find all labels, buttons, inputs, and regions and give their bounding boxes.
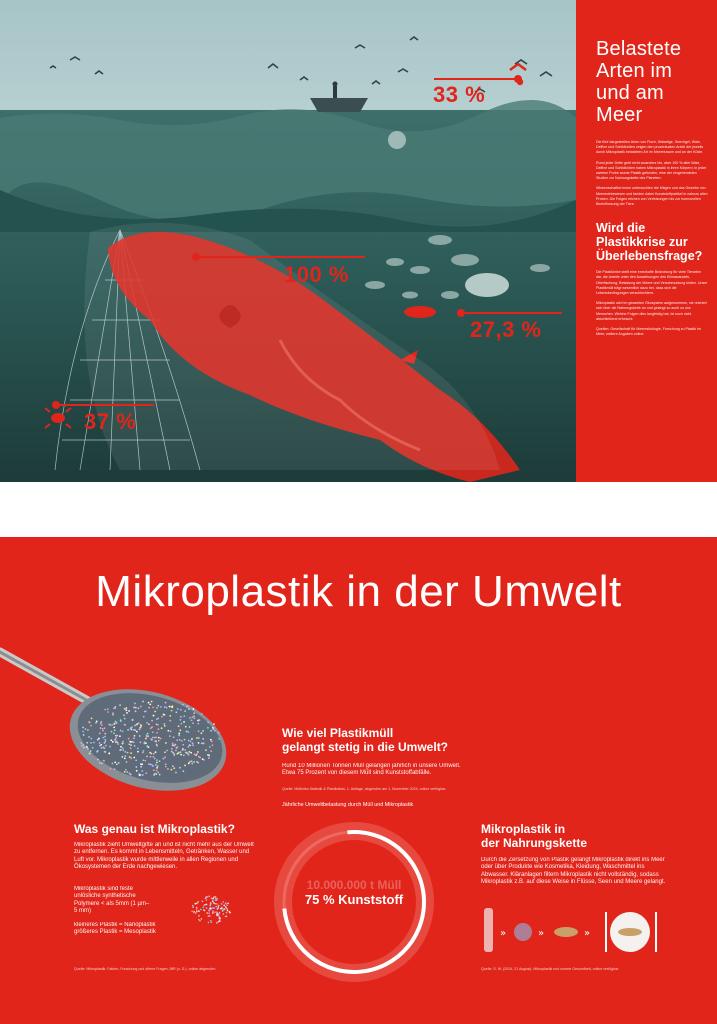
donut-chart	[268, 817, 440, 987]
red-fish-icon	[404, 306, 436, 318]
stat-wale: 100 %	[284, 262, 349, 287]
intro-paragraph: Rund jeder Dritte geht nicht woanders hin, aber 100 % aller Wale, Delfine und Schildkröten haben Mikroplastik in ihren Körpern; in jeder zweiten Probe wurde Plastik gefunden, eine der eingehendsten Studien zur Nahrungskette des Planeten.	[596, 160, 707, 181]
donut-total-label: 10.000.000 t Müll	[306, 878, 402, 892]
classes-note: kleineres Plastik = Nanoplastik größeres Plastik = Mesoplastik	[74, 922, 156, 936]
sidebar-title: Belastete Arten im und am Meer	[596, 38, 682, 126]
info-sidebar	[576, 0, 717, 482]
donut-highlight-label: 75 % Kunststoff	[304, 892, 404, 907]
poster-title: Mikroplastik in der Umwelt	[95, 567, 622, 616]
stat-seevoegel: 33 %	[433, 82, 486, 107]
body-paragraph: Die Plastikkrise stellt eine ernsthafte Bedrohung für viele Tierarten dar, die Anteile unter den Auswirkungen des Klimawandels, Überfischung, Belastung der Meere und Verschmutzung leiden. Unser Plastikmüll trägt wesentlich dazu bei, dass sich die Lebensbedingungen verschlechtern.	[596, 270, 708, 296]
fish-icon	[554, 927, 578, 937]
source-note: Quellen: Gesellschaft für Meeresbiologie, Forschung zu Plastik im Meer, weitere Angaben online.	[596, 327, 701, 337]
definition-source: Quelle: Mikroplastik: Fakten, Forschung und offene Fragen, BfR (o. D.), online abgerufen.	[74, 967, 217, 971]
arrow-icon: »	[500, 928, 507, 939]
body-paragraph: Mikroplastik wird im gesamten Ökosystem aufgenommen, sie reichert sich über die Nahrungskette an und gelangt so auch zu uns Menschen. Welche Folgen dies langfristig hat, ist noch nicht abschließend erforscht.	[596, 301, 707, 321]
intro-paragraph: Die fünf dargestellten Arten von Fisch, Walartige, Seevögel, Wale, Delfine und Schildkröten zeigen den prozentualen Anteil der jeweils durch Mikroplastik belasteten Art im Meeresraum und an der Küste.	[596, 140, 704, 155]
umwelt-source: Quelle: Müllkrise-Statistik & Plastikatlas, 1. Auflage, abgerufen am 1. November 2024, online verfügbar.	[282, 787, 447, 791]
food-chain-illustration	[478, 902, 668, 962]
stat-schildkroeten: 37 %	[84, 409, 137, 434]
jellyfish-icon	[388, 131, 406, 149]
sidebar-question: Wird die Plastikkrise zur Überlebensfrage?	[596, 221, 703, 264]
stat-fische: 27,3 %	[470, 317, 542, 342]
poster-mikroplastik	[0, 537, 717, 1024]
definition-heading: Was genau ist Mikroplastik?	[74, 822, 235, 836]
definition-body: Mikroplastik zieht Umweltgifte an und ist nicht mehr aus der Umwelt zu entfernen. Es kommt in Lebensmitteln, Getränken, Wasser und Luft vor. Mikroplastik wurde mittlerweile in allen Regionen und Ökosystemen der Erde nachgewiesen.	[74, 842, 254, 871]
nahrungskette-body: Durch die Zersetzung von Plastik gelangt Mikroplastik direkt ins Meer oder über Produkte wie Kosmetika, Kleidung, Waschmittel ins Abwasser. Kläranlagen filtern Mikroplastik nicht vollständig, sodass Mikroplastik z.B. auf diese Weise in Flüsse, Seen und Meere gelangt.	[481, 857, 666, 886]
nahrungskette-source: Quelle: S. W. (2024, 21 August). Mikroplastik und unsere Gesundheit, online verfügbar.	[481, 967, 620, 971]
sky	[0, 0, 576, 115]
plastic-particles-icon	[186, 892, 236, 928]
poster-belastete-arten	[0, 0, 717, 482]
spoon-microplastic-icon	[0, 632, 235, 797]
bottle-icon	[484, 908, 493, 952]
umwelt-body: Rund 10 Millionen Tonnen Müll gelangen jährlich in unsere Umwelt. Etwa 75 Prozent von diesem Müll sind Kunststoffabfälle.	[282, 763, 461, 777]
intro-paragraph: Wissenschaftler:innen untersuchten die Mägen und das Gewebe von Meereslebewesen und fanden dabei Kunststoffpartikel in nahezu allen Proben. Die Folgen reichen von Verletzungen bis zur hormonellen Beeinflussung der Tiere.	[596, 186, 708, 207]
arrow-icon: »	[584, 928, 591, 939]
umwelt-heading: Wie viel Plastikmüll gelangt stetig in die Umwelt?	[282, 726, 449, 754]
microplastic-cluster-icon	[514, 923, 532, 941]
chart-caption: Jährliche Umweltbelastung durch Müll und Mikroplastik	[282, 802, 414, 808]
size-note: Mikroplastik sind feste unlösliche synthetische Polymere < als 5mm (1 µm– 5 mm)	[74, 886, 150, 915]
arrow-icon: »	[538, 928, 545, 939]
nahrungskette-heading: Mikroplastik in der Nahrungskette	[481, 822, 588, 850]
